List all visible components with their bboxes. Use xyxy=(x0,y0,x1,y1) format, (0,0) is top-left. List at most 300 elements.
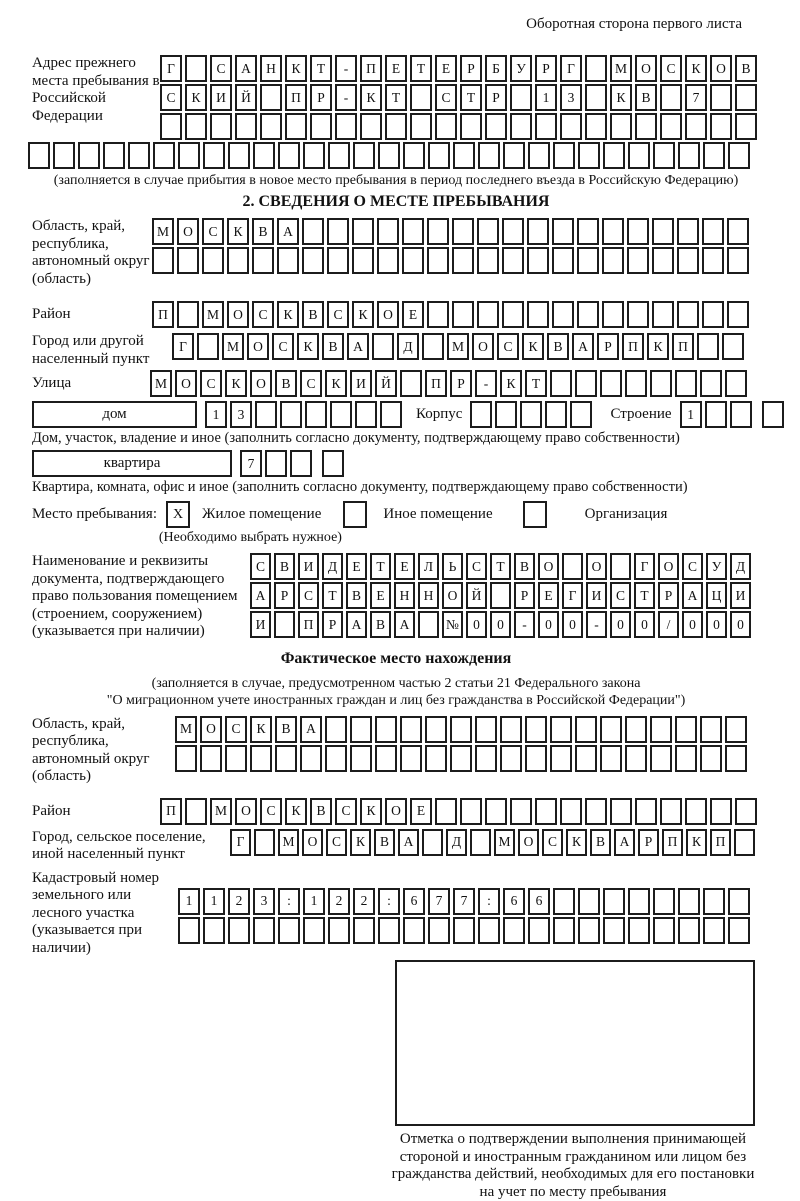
char-cell: К xyxy=(225,370,247,397)
char-cell xyxy=(302,247,324,274)
char-cell: С xyxy=(435,84,457,111)
char-cell: 0 xyxy=(634,611,655,638)
char-cell: А xyxy=(572,333,594,360)
char-cell: В xyxy=(735,55,757,82)
char-cell: Р xyxy=(638,829,659,856)
char-cell xyxy=(450,745,472,772)
char-cell: Т xyxy=(634,582,655,609)
char-cell xyxy=(425,716,447,743)
char-cell xyxy=(625,370,647,397)
char-cell xyxy=(177,301,199,328)
house-box: дом xyxy=(32,401,197,428)
char-cell: М xyxy=(278,829,299,856)
char-cell xyxy=(475,716,497,743)
char-cell xyxy=(703,142,725,169)
char-cell xyxy=(603,888,625,915)
char-cell xyxy=(727,247,749,274)
char-cell xyxy=(502,301,524,328)
char-cell xyxy=(402,218,424,245)
district-block xyxy=(32,301,760,328)
char-cell: Т xyxy=(370,553,391,580)
stay-type-label: Место пребывания: xyxy=(32,506,157,522)
char-cell: С xyxy=(200,370,222,397)
char-cell xyxy=(477,247,499,274)
char-cell: Г xyxy=(230,829,251,856)
char-cell xyxy=(495,401,517,428)
char-cell: Г xyxy=(562,582,583,609)
char-cell xyxy=(400,745,422,772)
street-label: Улица xyxy=(32,375,72,391)
char-cell: Е xyxy=(402,301,424,328)
char-cell: П xyxy=(160,798,182,825)
char-cell xyxy=(197,333,219,360)
char-cell: К xyxy=(686,829,707,856)
char-cell: С xyxy=(298,582,319,609)
char-cell xyxy=(585,84,607,111)
char-cell xyxy=(427,301,449,328)
char-cell xyxy=(635,113,657,140)
char-cell xyxy=(378,917,400,944)
char-cell: С xyxy=(160,84,182,111)
apartment-note: Квартира, комната, офис и иное (заполнить согласно документу, подтверждающему право собственности) xyxy=(32,479,688,495)
char-cell: Т xyxy=(385,84,407,111)
prev-address-grid-3 xyxy=(160,113,757,140)
char-cell xyxy=(678,888,700,915)
char-cell: С xyxy=(660,55,682,82)
char-cell: К xyxy=(297,333,319,360)
char-cell: 0 xyxy=(610,611,631,638)
char-cell xyxy=(410,113,432,140)
char-cell: О xyxy=(177,218,199,245)
char-cell xyxy=(427,218,449,245)
char-cell: Л xyxy=(418,553,439,580)
char-cell xyxy=(710,798,732,825)
stamp-area xyxy=(391,960,760,1201)
checkbox-other-premises xyxy=(343,501,367,528)
stamp-note: Отметка о подтверждении выполнения принимающей стороной и иностранным гражданином или лицом без гражданства действий, необходимых для его постановки на учет по месту пребывания xyxy=(391,1131,755,1200)
char-cell xyxy=(652,301,674,328)
char-cell xyxy=(678,142,700,169)
char-cell xyxy=(727,218,749,245)
char-cell: 2 xyxy=(353,888,375,915)
char-cell: О xyxy=(235,798,257,825)
char-cell: Ц xyxy=(706,582,727,609)
char-cell xyxy=(330,401,352,428)
char-cell: 0 xyxy=(730,611,751,638)
char-cell: Ь xyxy=(442,553,463,580)
district-label: Район xyxy=(32,306,71,322)
char-cell xyxy=(360,113,382,140)
char-cell xyxy=(103,142,125,169)
char-cell: М xyxy=(494,829,515,856)
apartment-box: квартира xyxy=(32,450,232,477)
char-cell: С xyxy=(260,798,282,825)
apartment-row xyxy=(32,450,760,477)
char-cell xyxy=(703,888,725,915)
char-cell xyxy=(274,611,295,638)
char-cell xyxy=(453,142,475,169)
char-cell xyxy=(628,888,650,915)
char-cell xyxy=(328,917,350,944)
char-cell: К xyxy=(647,333,669,360)
char-cell xyxy=(178,917,200,944)
char-cell: С xyxy=(252,301,274,328)
char-cell xyxy=(577,218,599,245)
char-cell xyxy=(577,247,599,274)
char-cell: Д xyxy=(322,553,343,580)
prev-address-note: (заполняется в случае прибытия в новое место пребывания в период последнего въезда в Российскую Федерацию) xyxy=(53,173,739,188)
document-grid-2 xyxy=(250,582,751,609)
char-cell: О xyxy=(302,829,323,856)
char-cell xyxy=(503,142,525,169)
char-cell: О xyxy=(385,798,407,825)
char-cell xyxy=(410,84,432,111)
char-cell: А xyxy=(277,218,299,245)
char-cell: О xyxy=(538,553,559,580)
char-cell: - xyxy=(335,55,357,82)
char-cell: - xyxy=(514,611,535,638)
char-cell: Н xyxy=(394,582,415,609)
char-cell: К xyxy=(185,84,207,111)
char-cell: Р xyxy=(310,84,332,111)
char-cell xyxy=(575,716,597,743)
city-block xyxy=(32,333,760,368)
char-cell xyxy=(700,370,722,397)
char-cell: 3 xyxy=(230,401,252,428)
actual-region-label: Область, край, республика, автономный округ (область) xyxy=(32,715,150,784)
back-side-note: Оборотная сторона первого листа xyxy=(526,16,742,32)
char-cell: Е xyxy=(346,553,367,580)
char-cell: О xyxy=(200,716,222,743)
char-cell xyxy=(450,716,472,743)
char-cell xyxy=(660,84,682,111)
char-cell xyxy=(553,888,575,915)
char-cell: 6 xyxy=(503,888,525,915)
char-cell: : xyxy=(478,888,500,915)
checkbox-residential: X xyxy=(166,501,190,528)
char-cell: К xyxy=(500,370,522,397)
char-cell: М xyxy=(610,55,632,82)
prev-address-block xyxy=(32,55,760,140)
char-cell: 7 xyxy=(240,450,262,477)
char-cell: 2 xyxy=(228,888,250,915)
prev-address-grid-1 xyxy=(160,55,757,82)
char-cell xyxy=(677,247,699,274)
region-grid-1 xyxy=(152,218,749,245)
char-cell xyxy=(527,247,549,274)
char-cell xyxy=(302,218,324,245)
char-cell: А xyxy=(235,55,257,82)
char-cell: М xyxy=(175,716,197,743)
char-cell: В xyxy=(547,333,569,360)
char-cell: Е xyxy=(538,582,559,609)
char-cell xyxy=(570,401,592,428)
char-cell xyxy=(503,917,525,944)
char-cell: № xyxy=(442,611,463,638)
char-cell: К xyxy=(325,370,347,397)
char-cell: Р xyxy=(535,55,557,82)
char-cell xyxy=(185,798,207,825)
char-cell xyxy=(703,917,725,944)
char-cell xyxy=(762,401,784,428)
char-cell: Е xyxy=(394,553,415,580)
char-cell xyxy=(528,142,550,169)
char-cell: Е xyxy=(370,582,391,609)
char-cell xyxy=(435,798,457,825)
char-cell: Д xyxy=(446,829,467,856)
char-cell: 6 xyxy=(528,888,550,915)
char-cell: М xyxy=(150,370,172,397)
char-cell xyxy=(203,142,225,169)
city-label: Город или другой населенный пункт xyxy=(32,333,150,367)
char-cell xyxy=(550,370,572,397)
char-cell xyxy=(653,917,675,944)
char-cell: С xyxy=(250,553,271,580)
char-cell xyxy=(353,917,375,944)
char-cell xyxy=(400,716,422,743)
house-row xyxy=(32,401,760,428)
char-cell: : xyxy=(278,888,300,915)
city-grid xyxy=(172,333,744,360)
char-cell xyxy=(650,745,672,772)
region-grid-2 xyxy=(152,247,749,274)
char-cell: Н xyxy=(418,582,439,609)
char-cell xyxy=(428,142,450,169)
char-cell: К xyxy=(285,55,307,82)
char-cell: П xyxy=(710,829,731,856)
char-cell xyxy=(702,301,724,328)
char-cell xyxy=(303,917,325,944)
char-cell: / xyxy=(658,611,679,638)
prev-address-grid-4 xyxy=(28,142,760,169)
char-cell: П xyxy=(672,333,694,360)
street-grid xyxy=(150,370,747,397)
char-cell xyxy=(322,450,344,477)
char-cell xyxy=(278,917,300,944)
actual-region-grid-1 xyxy=(175,716,747,743)
char-cell: В xyxy=(322,333,344,360)
char-cell: Е xyxy=(385,55,407,82)
char-cell xyxy=(200,745,222,772)
char-cell xyxy=(710,113,732,140)
char-cell xyxy=(600,745,622,772)
char-cell xyxy=(452,247,474,274)
char-cell: 1 xyxy=(535,84,557,111)
char-cell xyxy=(600,716,622,743)
char-cell: 1 xyxy=(303,888,325,915)
char-cell: В xyxy=(275,370,297,397)
char-cell xyxy=(327,247,349,274)
char-cell xyxy=(625,745,647,772)
char-cell xyxy=(28,142,50,169)
actual-city-label: Город, сельское поселение, иной населенный пункт xyxy=(32,828,206,862)
char-cell xyxy=(253,917,275,944)
char-cell: - xyxy=(335,84,357,111)
char-cell: О xyxy=(710,55,732,82)
char-cell: Р xyxy=(274,582,295,609)
char-cell: В xyxy=(514,553,535,580)
char-cell xyxy=(418,611,439,638)
char-cell xyxy=(677,301,699,328)
actual-district-grid xyxy=(160,798,757,825)
char-cell xyxy=(502,247,524,274)
char-cell xyxy=(510,113,532,140)
char-cell xyxy=(202,247,224,274)
char-cell: 1 xyxy=(203,888,225,915)
char-cell xyxy=(422,333,444,360)
char-cell: 1 xyxy=(205,401,227,428)
char-cell xyxy=(477,218,499,245)
char-cell: Г xyxy=(634,553,655,580)
char-cell: М xyxy=(202,301,224,328)
char-cell: 6 xyxy=(403,888,425,915)
char-cell xyxy=(510,798,532,825)
char-cell: К xyxy=(285,798,307,825)
char-cell: И xyxy=(586,582,607,609)
char-cell: Т xyxy=(322,582,343,609)
char-cell xyxy=(552,301,574,328)
char-cell xyxy=(702,218,724,245)
char-cell: 1 xyxy=(680,401,702,428)
char-cell: О xyxy=(175,370,197,397)
char-cell: В xyxy=(252,218,274,245)
district-grid xyxy=(152,301,749,328)
char-cell xyxy=(560,798,582,825)
char-cell xyxy=(727,301,749,328)
char-cell xyxy=(227,247,249,274)
char-cell xyxy=(628,142,650,169)
char-cell: П xyxy=(285,84,307,111)
char-cell: С xyxy=(682,553,703,580)
char-cell xyxy=(478,142,500,169)
char-cell: Е xyxy=(410,798,432,825)
char-cell: С xyxy=(272,333,294,360)
char-cell xyxy=(500,716,522,743)
char-cell: К xyxy=(566,829,587,856)
char-cell xyxy=(305,401,327,428)
char-cell xyxy=(510,84,532,111)
char-cell xyxy=(578,888,600,915)
char-cell xyxy=(225,745,247,772)
char-cell xyxy=(477,301,499,328)
char-cell: С xyxy=(210,55,232,82)
char-cell: И xyxy=(730,582,751,609)
char-cell xyxy=(427,247,449,274)
char-cell xyxy=(562,553,583,580)
char-cell: О xyxy=(377,301,399,328)
stay-type-note: (Необходимо выбрать нужное) xyxy=(158,530,342,545)
char-cell xyxy=(377,218,399,245)
char-cell: Р xyxy=(322,611,343,638)
prev-address-grid-2 xyxy=(160,84,757,111)
stroenie-grid xyxy=(680,401,784,428)
char-cell: 0 xyxy=(682,611,703,638)
house-grid xyxy=(205,401,402,428)
char-cell: А xyxy=(614,829,635,856)
char-cell xyxy=(280,401,302,428)
char-cell: Г xyxy=(160,55,182,82)
char-cell: С xyxy=(202,218,224,245)
char-cell xyxy=(375,745,397,772)
char-cell: Т xyxy=(310,55,332,82)
char-cell: К xyxy=(360,798,382,825)
char-cell xyxy=(552,247,574,274)
char-cell xyxy=(660,113,682,140)
char-cell xyxy=(700,716,722,743)
char-cell xyxy=(235,113,257,140)
char-cell xyxy=(675,716,697,743)
char-cell: К xyxy=(685,55,707,82)
char-cell: В xyxy=(275,716,297,743)
actual-region-block xyxy=(32,716,760,786)
char-cell: М xyxy=(210,798,232,825)
char-cell: К xyxy=(360,84,382,111)
char-cell xyxy=(310,113,332,140)
char-cell xyxy=(678,917,700,944)
char-cell: М xyxy=(152,218,174,245)
char-cell xyxy=(552,218,574,245)
actual-region-grid-2 xyxy=(175,745,747,772)
char-cell xyxy=(650,370,672,397)
char-cell xyxy=(255,401,277,428)
char-cell xyxy=(728,917,750,944)
char-cell xyxy=(635,798,657,825)
char-cell xyxy=(702,247,724,274)
char-cell: М xyxy=(222,333,244,360)
char-cell xyxy=(260,113,282,140)
char-cell: К xyxy=(227,218,249,245)
char-cell xyxy=(545,401,567,428)
apartment-grid xyxy=(240,450,344,477)
char-cell xyxy=(675,370,697,397)
char-cell: С xyxy=(335,798,357,825)
char-cell xyxy=(602,247,624,274)
char-cell xyxy=(602,301,624,328)
char-cell xyxy=(327,218,349,245)
char-cell xyxy=(627,247,649,274)
char-cell: К xyxy=(250,716,272,743)
char-cell xyxy=(525,745,547,772)
char-cell xyxy=(578,917,600,944)
char-cell xyxy=(725,716,747,743)
char-cell xyxy=(500,745,522,772)
char-cell: Р xyxy=(597,333,619,360)
char-cell xyxy=(602,218,624,245)
char-cell: 7 xyxy=(685,84,707,111)
char-cell: Т xyxy=(490,553,511,580)
char-cell: 7 xyxy=(428,888,450,915)
char-cell xyxy=(585,55,607,82)
char-cell xyxy=(460,113,482,140)
char-cell: А xyxy=(398,829,419,856)
option-label-organization: Организация xyxy=(584,506,668,522)
char-cell: С xyxy=(300,370,322,397)
char-cell: В xyxy=(370,611,391,638)
char-cell xyxy=(352,247,374,274)
region-block xyxy=(32,218,760,288)
char-cell xyxy=(185,55,207,82)
char-cell: К xyxy=(610,84,632,111)
char-cell: - xyxy=(475,370,497,397)
char-cell: Й xyxy=(466,582,487,609)
actual-city-block xyxy=(32,829,760,864)
char-cell xyxy=(470,401,492,428)
char-cell xyxy=(550,716,572,743)
char-cell: К xyxy=(277,301,299,328)
char-cell: В xyxy=(310,798,332,825)
char-cell xyxy=(355,401,377,428)
char-cell: У xyxy=(706,553,727,580)
